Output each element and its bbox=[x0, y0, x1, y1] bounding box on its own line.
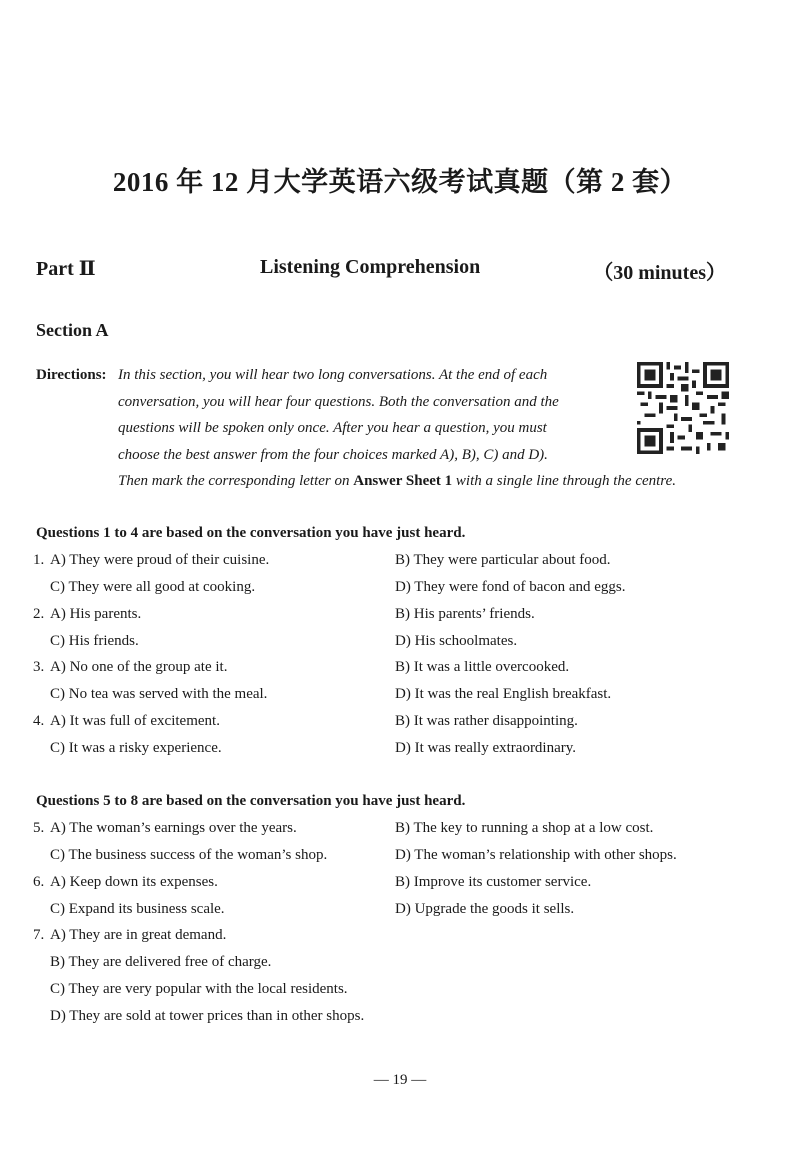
option-d: D) They were fond of bacon and eggs. bbox=[395, 579, 626, 595]
directions-line bbox=[118, 468, 730, 495]
option-d: D) His schoolmates. bbox=[395, 633, 518, 649]
page-number: — 19 — bbox=[373, 1072, 427, 1088]
option-b: B) They were particular about food. bbox=[395, 552, 611, 568]
option-b: B) They are delivered free of charge. bbox=[50, 954, 272, 970]
option-d: D) Upgrade the goods it sells. bbox=[395, 901, 575, 917]
option-c: C) They are very popular with the local residents. bbox=[50, 981, 348, 997]
answer-sheet-label: Answer Sheet 1 bbox=[353, 473, 453, 489]
part-time: （30 minutes） bbox=[593, 262, 726, 284]
question-number: 1. bbox=[33, 552, 45, 568]
directions-line: In this section, you will hear two long conversations. At the end of each bbox=[118, 367, 548, 383]
question-number: 3. bbox=[33, 659, 45, 675]
option-a: A) They were proud of their cuisine. bbox=[50, 552, 270, 568]
question-number: 7. bbox=[33, 927, 45, 943]
option-c: C) His friends. bbox=[50, 633, 139, 649]
option-c: C) The business success of the woman’s shop. bbox=[50, 847, 328, 863]
option-c: C) They were all good at cooking. bbox=[50, 579, 256, 595]
option-a: A) The woman’s earnings over the years. bbox=[50, 820, 297, 836]
question-number: 5. bbox=[33, 820, 45, 836]
question-number: 2. bbox=[33, 606, 45, 622]
option-b: B) The key to running a shop at a low cost. bbox=[395, 820, 654, 836]
question-number: 6. bbox=[33, 874, 45, 890]
directions-line: conversation, you will hear four questions. Both the conversation and the bbox=[118, 393, 559, 410]
option-c: C) Expand its business scale. bbox=[50, 901, 225, 917]
option-b: B) Improve its customer service. bbox=[395, 874, 592, 890]
option-c: C) No tea was served with the meal. bbox=[50, 686, 268, 702]
option-a: A) Keep down its expenses. bbox=[50, 874, 218, 890]
part-header bbox=[36, 256, 726, 286]
option-b: B) It was rather disappointing. bbox=[395, 713, 578, 729]
question-group-heading: Questions 5 to 8 are based on the conversation you have just heard. bbox=[36, 793, 466, 809]
directions-text: Then mark the corresponding letter on bbox=[118, 473, 354, 489]
option-d: D) It was the real English breakfast. bbox=[395, 686, 612, 702]
page-title: 2016 年 12 月大学英语六级考试真题（第 2 套） bbox=[112, 167, 688, 197]
option-a: A) No one of the group ate it. bbox=[50, 659, 228, 675]
option-d: D) It was really extraordinary. bbox=[395, 740, 577, 756]
question-group-heading: Questions 1 to 4 are based on the conversation you have just heard. bbox=[36, 525, 466, 541]
option-a: A) His parents. bbox=[50, 606, 142, 622]
part-label: Part Ⅱ bbox=[36, 258, 96, 280]
option-d: D) They are sold at tower prices than in other shops. bbox=[50, 1008, 365, 1024]
part-heading: Listening Comprehension bbox=[260, 256, 481, 278]
question-number: 4. bbox=[33, 713, 45, 729]
section-title: Section A bbox=[36, 320, 109, 340]
option-b: B) His parents’ friends. bbox=[395, 606, 535, 622]
option-c: C) It was a risky experience. bbox=[50, 740, 222, 756]
option-b: B) It was a little overcooked. bbox=[395, 659, 570, 675]
directions-line: choose the best answer from the four choices marked A), B), C) and D). bbox=[118, 446, 548, 463]
option-d: D) The woman’s relationship with other shops. bbox=[395, 847, 677, 863]
directions-label: Directions: bbox=[36, 367, 107, 383]
option-a: A) It was full of excitement. bbox=[50, 713, 220, 729]
directions-text: with a single line through the centre. bbox=[452, 473, 676, 489]
option-a: A) They are in great demand. bbox=[50, 927, 227, 943]
qr-code-icon bbox=[637, 362, 729, 454]
directions-line: questions will be spoken only once. After you hear a question, you must bbox=[118, 420, 547, 436]
